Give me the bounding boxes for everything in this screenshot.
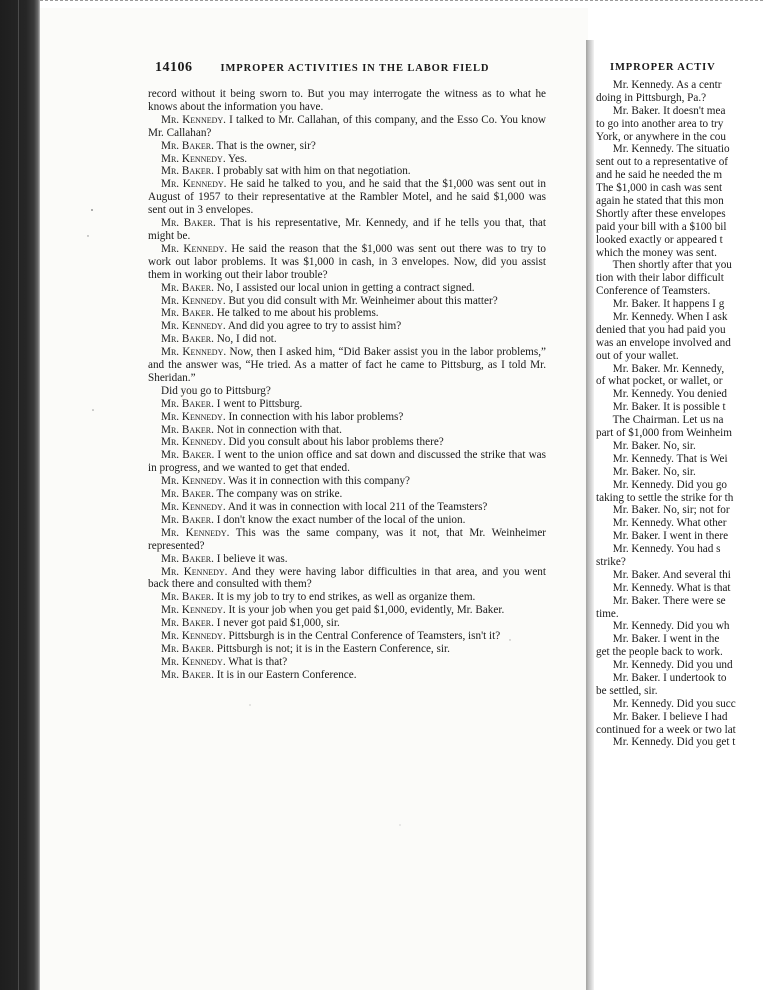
transcript-line: which the money was sent. [596,246,717,259]
transcript-paragraph [148,140,546,153]
transcript-line: York, or anywhere in the cou [596,130,726,143]
transcript-paragraph [148,346,546,385]
utterance-text: I went to the union office and sat down and discussed the strike that was in progress, and we wanted to get that ended. [148,449,546,475]
utterance-text: The company was on strike. [213,488,343,501]
speaker-label: Mr. Baker. [161,513,214,526]
speaker-label: Mr. Kennedy. [161,294,226,307]
speaker-label: Mr. Baker. [161,397,214,410]
transcript-paragraph [148,320,546,333]
transcript-paragraph [148,617,546,630]
right-transcript-column [596,79,763,749]
speaker-label: Mr. Kennedy. [161,152,226,165]
speaker-label: Mr. Kennedy. [161,501,226,513]
speaker-label: Mr. Kennedy. [161,565,228,578]
transcript-line: was an envelope involved and [596,336,731,349]
utterance-text: No, I did not. [213,333,277,346]
speaker-label: Mr. Kennedy. [161,604,226,617]
transcript-column [148,88,546,682]
utterance-text: And did you agree to try to assist him? [225,320,402,333]
transcript-line: Mr. Baker. I went in the [596,633,720,646]
utterance-text: I never got paid $1,000, sir. [213,617,340,630]
speaker-label: Mr. Baker. [161,617,214,630]
speaker-label: Mr. Baker. [161,307,214,320]
speaker-label: Mr. Kennedy. [161,526,230,539]
utterance-text: This was the same company, was it not, that Mr. Weinheimer represented? [148,526,547,552]
transcript-paragraph [148,165,546,178]
transcript-line: and he said he needed the m [596,169,723,182]
transcript-line: be settled, sir. [596,684,658,697]
transcript-paragraph [148,488,546,501]
transcript-line: Mr. Kennedy. What is that [596,581,731,594]
transcript-paragraph [148,153,546,166]
transcript-line: denied that you had paid you [596,323,726,336]
transcript-line: sent out to a representative of [596,156,729,169]
transcript-line: Mr. Baker. I believe I had [596,710,728,723]
transcript-paragraph [148,436,546,449]
transcript-line: Mr. Baker. It doesn't mea [596,104,726,117]
speaker-label: Mr. Kennedy. [161,320,226,333]
transcript-line: to go into another area to try [596,117,724,130]
utterance-text: I believe it was. [213,552,288,565]
utterance-text: And it was in connection with local 211 of the Teamsters? [225,501,488,513]
page-header [155,60,550,78]
transcript-line: The Chairman. Let us na [596,414,724,427]
utterance-text: Pittsburgh is not; it is in the Eastern Conference, sir. [213,642,450,655]
speaker-label: Mr. Baker. [161,165,214,178]
utterance-text: I don't know the exact number of the local of the union. [213,513,466,526]
utterance-text: It is your job when you get paid $1,000, evidently, Mr. Baker. [225,604,505,617]
transcript-paragraph [148,449,546,475]
right-running-head: IMPROPER ACTIV [610,62,716,73]
utterance-text: Now, then I asked him, “Did Baker assist you in the labor problems,” and the answer was, “He tried. As a matter of fact he came to Pittsburg, as I told Mr. Sheridan.” [148,346,546,384]
running-head: IMPROPER ACTIVITIES IN THE LABOR FIELD [220,63,490,74]
utterance-text: He said he talked to you, and he said that the $1,000 was sent out in August of 1957 to their representative at the Rambler Motel, and he said $1,000 was sent out in 3 envelopes. [148,178,546,217]
speaker-label: Mr. Baker. [161,217,216,230]
utterance-text: That is the owner, sir? [213,139,316,152]
transcript-paragraph [148,88,546,114]
utterance-text: But you did consult with Mr. Weinheimer about this matter? [225,294,498,307]
transcript-line: Mr. Kennedy. Did you wh [596,620,730,633]
utterance-text: He talked to me about his problems. [213,307,379,320]
transcript-paragraph [148,114,546,140]
transcript-line: Mr. Kennedy. When I ask [596,311,728,324]
transcript-line: paid your bill with a $100 bil [596,220,727,233]
speaker-label: Mr. Kennedy. [161,475,226,488]
transcript-line: Mr. Kennedy. You denied [596,388,728,401]
transcript-line: Then shortly after that you [596,259,732,272]
transcript-line: Mr. Kennedy. Did you get t [596,736,736,749]
transcript-line: Mr. Baker. I went in there [596,530,729,543]
transcript-line: Shortly after these envelopes [596,207,726,220]
transcript-line: Mr. Kennedy. Did you und [596,659,733,672]
transcript-line: time. [596,607,619,620]
transcript-line: out of your wallet. [596,349,679,362]
transcript-line: Mr. Baker. It happens I g [596,298,725,311]
speaker-label: Mr. Baker. [161,423,214,436]
utterance-text: Did you go to Pittsburg? [161,384,271,397]
transcript-paragraph [148,243,546,282]
transcript-line: doing in Pittsburgh, Pa.? [596,91,707,104]
transcript-paragraph [148,307,546,320]
transcript-line: looked exactly or appeared t [596,233,723,246]
utterance-text: I talked to Mr. Callahan, of this company, and the Esso Co. You know Mr. Callahan? [148,113,546,139]
transcript-line: strike? [596,555,626,568]
transcript-line: Mr. Baker. No, sir. [596,439,696,452]
transcript-paragraph [148,424,546,437]
transcript-line: Mr. Baker. And several thi [596,568,731,581]
scanner-edge [0,0,40,990]
page-number: 14106 [155,60,193,75]
transcript-paragraph [148,501,546,514]
transcript-line: get the people back to work. [596,646,723,659]
transcript-line: Mr. Kennedy. Did you succ [596,697,736,710]
utterance-text: Did you consult about his labor problems there? [225,436,444,449]
transcript-paragraph [148,295,546,308]
transcript-line: Mr. Baker. I undertook to [596,671,727,684]
utterance-text: record without it being sworn to. But you may interrogate the witness as to what he knows about the information you have. [148,88,546,113]
transcript-line: Mr. Kennedy. You had s [596,543,721,556]
utterance-text: He said the reason that the $1,000 was sent out there was to try to work out labor problems. It was $1,000 in cash, in 3 envelopes. Now, did you assist them in working out their labor trouble? [148,242,546,281]
transcript-line: Mr. Baker. Mr. Kennedy, [596,362,725,375]
transcript-line: continued for a week or two lat [596,723,736,736]
speaker-label: Mr. Kennedy. [161,113,226,126]
transcript-line: The $1,000 in cash was sent [596,182,723,195]
transcript-paragraph [148,630,546,643]
speaker-label: Mr. Baker. [161,139,214,152]
speaker-label: Mr. Kennedy. [161,410,226,423]
transcript-paragraph [148,475,546,488]
utterance-text: And they were having labor difficulties in that area, and you went back there and consulted with them? [148,565,547,591]
transcript-paragraph [148,591,546,604]
utterance-text: That is his representative, Mr. Kennedy, and if he tells you that, that might be. [148,217,546,242]
speaker-label: Mr. Kennedy. [161,655,226,668]
utterance-text: I probably sat with him on that negotiation. [213,165,411,178]
transcript-paragraph [148,333,546,346]
speaker-label: Mr. Baker. [161,591,214,604]
transcript-line: Mr. Baker. No, sir. [596,465,696,478]
speaker-label: Mr. Baker. [161,552,214,565]
utterance-text: Yes. [225,152,248,165]
transcript-line: Mr. Kennedy. As a centr [596,79,722,91]
speaker-label: Mr. Baker. [161,642,214,655]
transcript-paragraph [148,514,546,527]
transcript-paragraph [148,566,546,592]
speaker-label: Mr. Baker. [161,668,214,681]
transcript-line: taking to settle the strike for th [596,491,734,504]
utterance-text: In connection with his labor problems? [225,410,404,423]
transcript-line: Mr. Baker. No, sir; not for [596,504,730,517]
transcript-paragraph [148,178,546,217]
transcript-line: Mr. Kennedy. The situatio [596,143,730,156]
transcript-paragraph [148,385,546,398]
speaker-label: Mr. Kennedy. [161,346,227,359]
transcript-line: again he stated that this mon [596,195,724,208]
transcript-paragraph [148,604,546,617]
transcript-paragraph [148,217,546,243]
speaker-label: Mr. Kennedy. [161,178,227,191]
utterance-text: What is that? [225,655,288,668]
transcript-paragraph [148,656,546,669]
transcript-paragraph [148,553,546,566]
speaker-label: Mr. Kennedy. [161,242,228,255]
speaker-label: Mr. Kennedy. [161,630,226,643]
transcript-line: tion with their labor difficult [596,272,724,285]
transcript-line: of what pocket, or wallet, or [596,375,723,388]
transcript-line: Mr. Kennedy. That is Wei [596,452,728,465]
speaker-label: Mr. Baker. [161,449,215,462]
utterance-text: It is in our Eastern Conference. [213,668,357,681]
transcript-line: part of $1,000 from Weinheim [596,427,732,440]
utterance-text: Not in connection with that. [213,423,342,436]
speaker-label: Mr. Baker. [161,333,214,346]
transcript-line: Mr. Baker. It is possible t [596,401,726,414]
utterance-text: Was it in connection with this company? [225,475,411,488]
transcript-paragraph [148,411,546,424]
speaker-label: Mr. Kennedy. [161,436,226,449]
transcript-line: Mr. Kennedy. What other [596,517,727,530]
utterance-text: Pittsburgh is in the Central Conference of Teamsters, isn't it? [225,630,501,643]
transcript-paragraph [148,398,546,411]
transcript-paragraph [148,282,546,295]
page-gutter-shadow [586,40,594,990]
right-page [594,40,763,990]
utterance-text: It is my job to try to end strikes, as well as organize them. [213,591,476,604]
speaker-label: Mr. Baker. [161,281,214,294]
transcript-paragraph [148,643,546,656]
transcript-line: Mr. Baker. There were se [596,594,726,607]
transcript-paragraph [148,527,546,553]
transcript-line: Conference of Teamsters. [596,285,711,298]
utterance-text: No, I assisted our local union in getting a contract signed. [213,281,475,294]
utterance-text: I went to Pittsburg. [213,397,303,410]
transcript-line: Mr. Kennedy. Did you go [596,478,728,491]
transcript-paragraph [148,669,546,682]
speaker-label: Mr. Baker. [161,488,214,501]
